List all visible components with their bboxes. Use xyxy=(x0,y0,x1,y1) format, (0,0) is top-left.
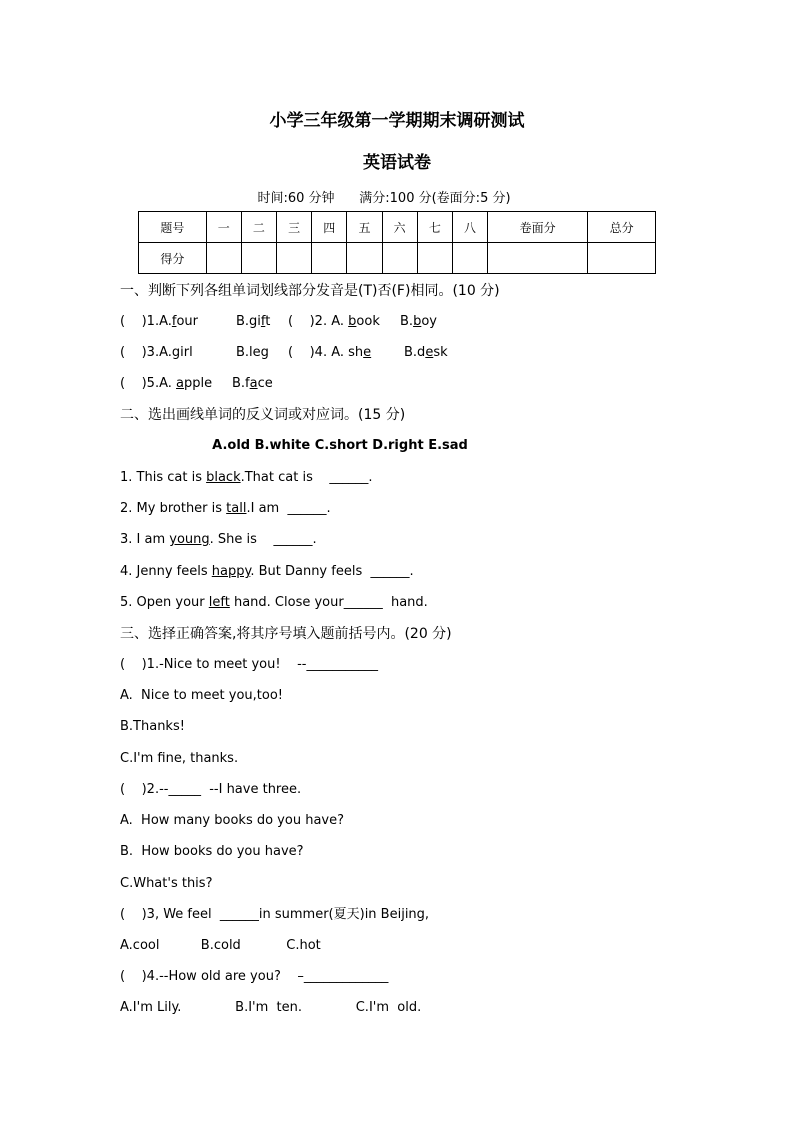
score-input-cell[interactable] xyxy=(312,243,347,274)
text: t xyxy=(265,314,271,329)
s1-item-2b xyxy=(400,313,437,331)
s3-question-1: ( )1.-Nice to meet you! --___________ xyxy=(120,657,378,672)
text: . She is xyxy=(209,532,274,547)
table-cell: 八 xyxy=(452,212,487,243)
s1-item-5a xyxy=(120,375,212,393)
text: . But Danny feels xyxy=(250,564,371,579)
text: .I am xyxy=(246,501,288,516)
score-input-cell[interactable] xyxy=(277,243,312,274)
text: B.f xyxy=(232,376,250,391)
text: 1. This cat is xyxy=(120,470,207,485)
s3-option: A. Nice to meet you,too! xyxy=(120,688,283,703)
text: sk xyxy=(433,345,448,360)
score-input-cell[interactable] xyxy=(452,243,487,274)
s3-option: C.What's this? xyxy=(120,876,213,891)
text: pple xyxy=(183,376,213,391)
underlined-letter: b xyxy=(348,314,357,329)
s1-item-3a xyxy=(120,344,193,362)
table-cell: 三 xyxy=(277,212,312,243)
text: ( )3.A.girl xyxy=(120,345,193,360)
s1-item-1a xyxy=(120,313,198,331)
text: oy xyxy=(421,314,437,329)
text: ( )2. A. xyxy=(288,314,349,329)
s2-item-3 xyxy=(120,531,317,549)
answer-blank[interactable]: ______. xyxy=(370,564,414,579)
underlined-word: tall xyxy=(226,501,247,516)
s2-item-2 xyxy=(120,500,331,518)
s2-item-5 xyxy=(120,594,428,612)
answer-blank[interactable]: ______. xyxy=(273,532,317,547)
table-cell: 卷面分 xyxy=(488,212,588,243)
table-cell: 六 xyxy=(382,212,417,243)
table-cell: 五 xyxy=(347,212,382,243)
table-cell: 题号 xyxy=(139,212,207,243)
score-input-cell[interactable] xyxy=(588,243,656,274)
score-table-score-row xyxy=(139,243,656,274)
underlined-letter: a xyxy=(176,376,184,391)
score-table xyxy=(138,211,656,274)
underlined-letter: f xyxy=(260,314,266,329)
section3-heading: 三、选择正确答案,将其序号填入题前括号内。(20 分) xyxy=(120,626,452,642)
text: ( )1.A. xyxy=(120,314,172,329)
underlined-word: left xyxy=(208,595,230,610)
s3-option: A.cool B.cold C.hot xyxy=(120,938,321,953)
underlined-letter: f xyxy=(171,314,177,329)
table-cell: 二 xyxy=(241,212,276,243)
s1-item-1b xyxy=(236,313,270,331)
underlined-letter: a xyxy=(249,376,258,391)
section1-heading: 一、判断下列各组单词划线部分发音是(T)否(F)相同。(10 分) xyxy=(120,283,500,299)
score-input-cell[interactable] xyxy=(241,243,276,274)
text: B.leg xyxy=(236,345,269,360)
section2-options: A.old B.white C.short D.right E.sad xyxy=(212,438,468,453)
table-cell: 一 xyxy=(206,212,241,243)
score-input-cell[interactable] xyxy=(488,243,588,274)
underlined-word: happy xyxy=(211,564,251,579)
s1-item-5b xyxy=(232,375,273,393)
score-input-cell[interactable] xyxy=(382,243,417,274)
text: B.d xyxy=(404,345,426,360)
s2-item-4 xyxy=(120,563,414,581)
text: ( )4. A. sh xyxy=(288,345,364,360)
underlined-letter: e xyxy=(425,345,434,360)
exam-title: 小学三年级第一学期期末调研测试 xyxy=(269,111,525,131)
s2-item-1 xyxy=(120,469,373,487)
text: hand. Close your xyxy=(229,595,344,610)
text: ce xyxy=(257,376,273,391)
s3-option: A.I'm Lily. B.I'm ten. C.I'm old. xyxy=(120,1000,422,1015)
underlined-word: young xyxy=(169,532,210,547)
s3-option: A. How many books do you have? xyxy=(120,813,344,828)
score-input-cell[interactable] xyxy=(347,243,382,274)
table-cell: 七 xyxy=(417,212,452,243)
answer-blank[interactable]: ______. xyxy=(329,470,373,485)
s3-question-3: ( )3, We feel ______in summer(夏天)in Beijing, xyxy=(120,907,430,922)
text: B.gi xyxy=(236,314,261,329)
text: 2. My brother is xyxy=(120,501,227,516)
s3-option: C.I'm fine, thanks. xyxy=(120,751,239,766)
underlined-letter: b xyxy=(413,314,422,329)
text: .That cat is xyxy=(240,470,330,485)
text: ook xyxy=(356,314,380,329)
table-cell: 总分 xyxy=(588,212,656,243)
score-table-header-row xyxy=(139,212,656,243)
text: 3. I am xyxy=(120,532,170,547)
time-info: 时间:60 分钟 满分:100 分(卷面分:5 分) xyxy=(257,191,511,206)
table-cell: 得分 xyxy=(139,243,207,274)
text: ( )5.A. xyxy=(120,376,177,391)
answer-blank[interactable]: ______ hand. xyxy=(343,595,428,610)
score-input-cell[interactable] xyxy=(206,243,241,274)
s3-question-2: ( )2.--_____ --I have three. xyxy=(120,782,302,797)
underlined-word: black xyxy=(206,470,241,485)
text: B. xyxy=(400,314,414,329)
s1-item-2a xyxy=(288,313,380,331)
s1-item-4b xyxy=(404,344,448,362)
exam-subtitle: 英语试卷 xyxy=(363,153,431,173)
answer-blank[interactable]: ______. xyxy=(287,501,331,516)
text: 4. Jenny feels xyxy=(120,564,212,579)
s1-item-4a xyxy=(288,344,371,362)
s3-option: B. How books do you have? xyxy=(120,844,304,859)
text: 5. Open your xyxy=(120,595,209,610)
section2-heading: 二、选出画线单词的反义词或对应词。(15 分) xyxy=(120,407,406,423)
text: our xyxy=(176,314,198,329)
s3-question-4: ( )4.--How old are you? –_____________ xyxy=(120,969,389,984)
score-input-cell[interactable] xyxy=(417,243,452,274)
table-cell: 四 xyxy=(312,212,347,243)
underlined-letter: e xyxy=(363,345,372,360)
s3-option: B.Thanks! xyxy=(120,719,185,734)
s1-item-3b xyxy=(236,344,269,362)
